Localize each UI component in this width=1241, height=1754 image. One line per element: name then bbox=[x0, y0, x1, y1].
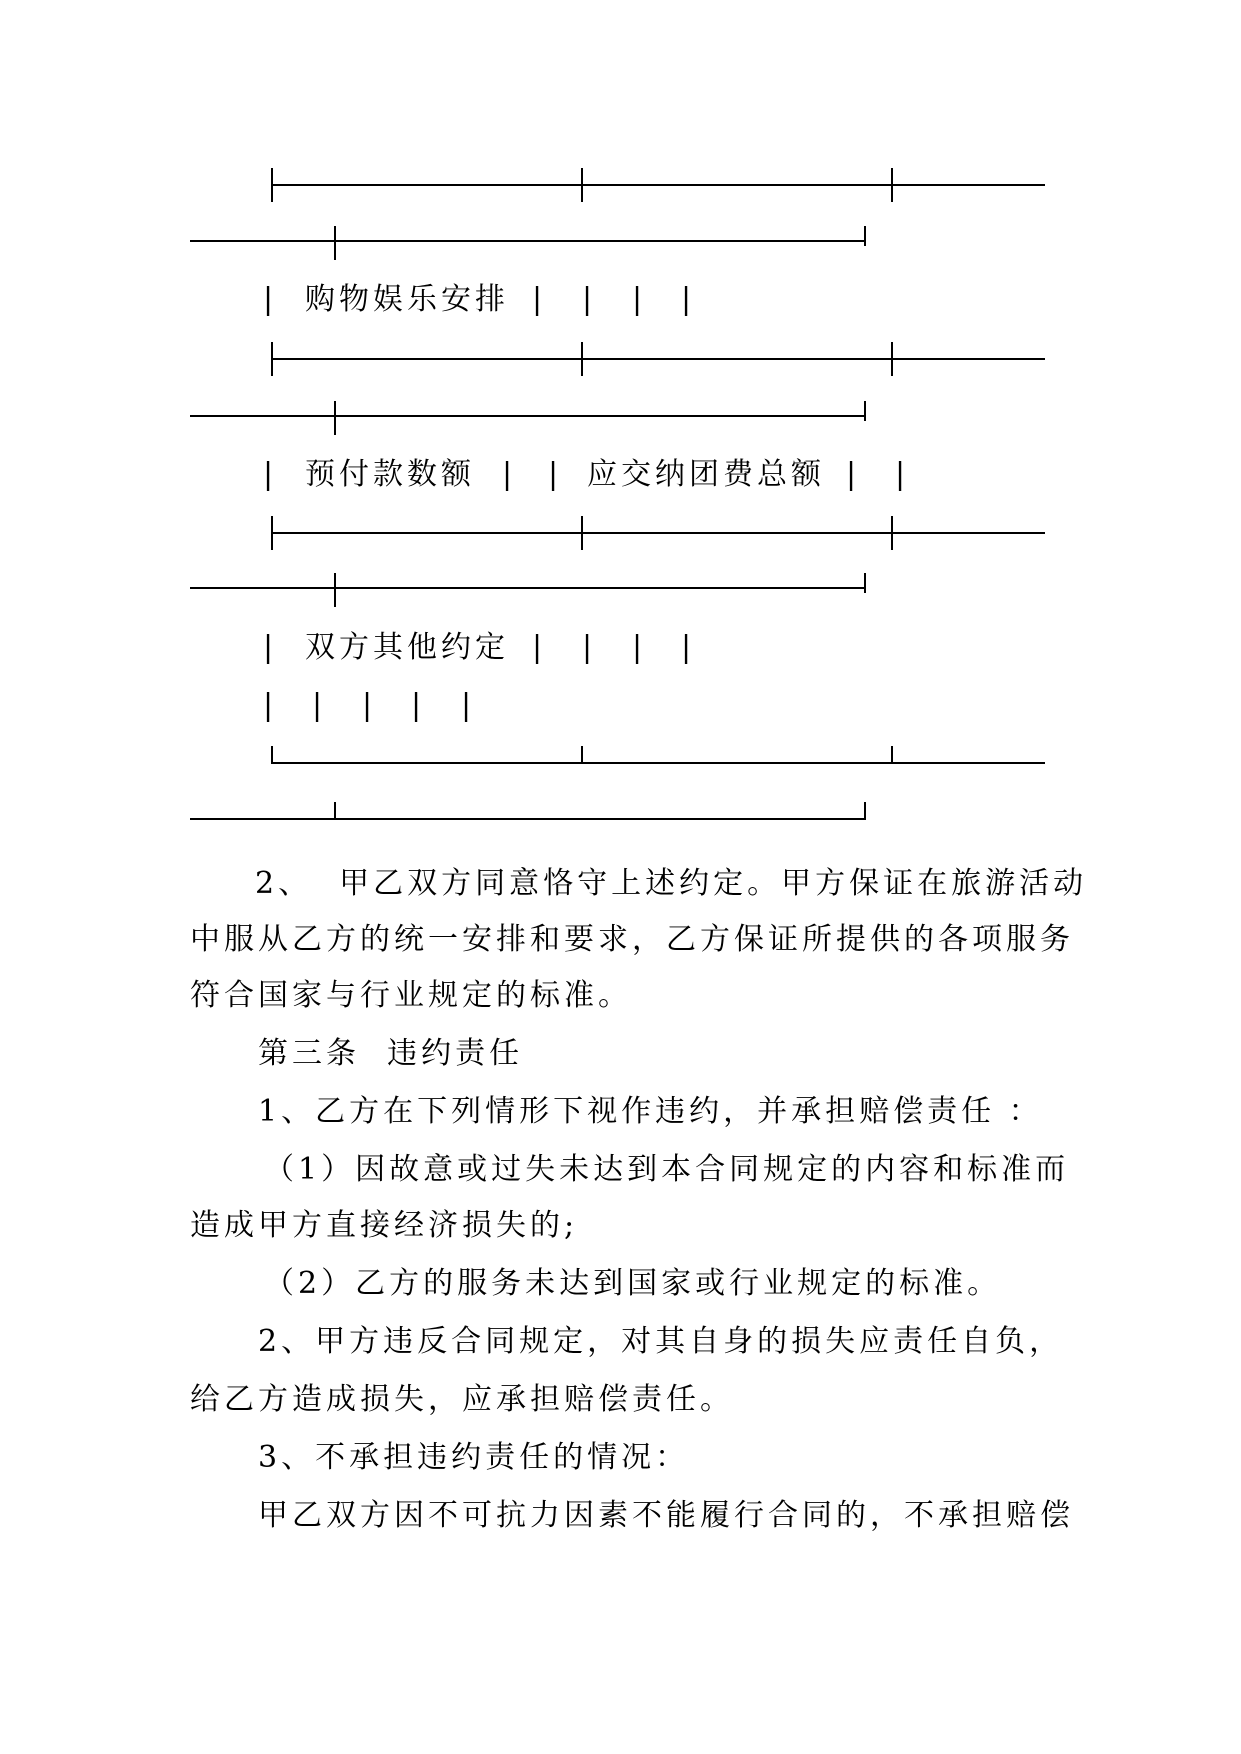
article-3-item-1-1-line-2: 造成甲方直接经济损失的; bbox=[190, 1208, 579, 1243]
clause-2-line-1: 2、 甲乙双方同意恪守上述约定。甲方保证在旅游活动 bbox=[255, 866, 1088, 901]
article-3-item-2-line-1: 2、甲方违反合同规定，对其自身的损失应责任自负， bbox=[258, 1324, 1064, 1359]
article-3-item-2-line-2: 给乙方造成损失，应承担赔偿责任。 bbox=[190, 1382, 734, 1417]
prepay-label: 预付款数额 bbox=[305, 457, 475, 492]
article-3-item-1-1-line-1: （1）因故意或过失未达到本合同规定的内容和标准而 bbox=[264, 1152, 1070, 1187]
total-fee-label: 应交纳团费总额 bbox=[587, 457, 825, 492]
article-3-item-3-body: 甲乙双方因不可抗力因素不能履行合同的，不承担赔偿 bbox=[258, 1498, 1074, 1533]
article-3-title: 第三条 违约责任 bbox=[258, 1036, 524, 1071]
article-3-item-1-2: （2）乙方的服务未达到国家或行业规定的标准。 bbox=[264, 1266, 1002, 1301]
clause-2-line-2: 中服从乙方的统一安排和要求，乙方保证所提供的各项服务 bbox=[190, 922, 1074, 957]
article-3-item-1: 1、乙方在下列情形下视作违约，并承担赔偿责任 ： bbox=[258, 1094, 1043, 1129]
shopping-label: 购物娱乐安排 bbox=[305, 282, 509, 317]
other-agreements-label: 双方其他约定 bbox=[305, 630, 509, 665]
clause-2-line-3: 符合国家与行业规定的标准。 bbox=[190, 978, 632, 1013]
article-3-item-3: 3、不承担违约责任的情况： bbox=[258, 1440, 690, 1475]
